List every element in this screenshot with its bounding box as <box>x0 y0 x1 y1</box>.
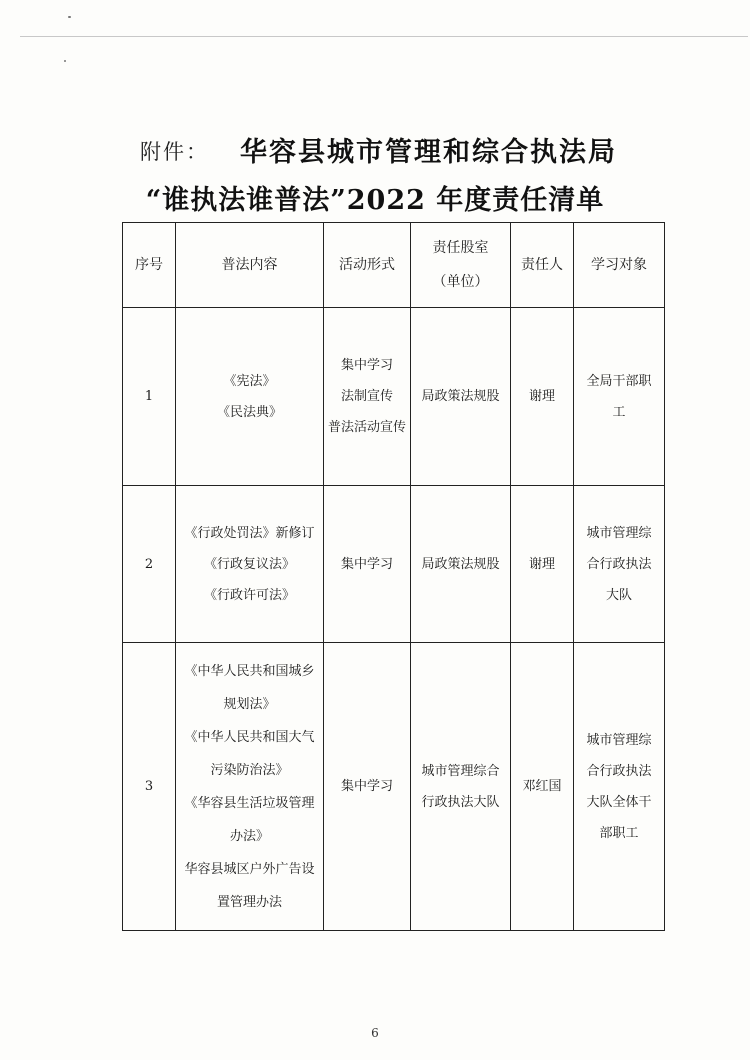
dept-line: 行政执法大队 <box>421 794 500 810</box>
document-subtitle: “谁执法谁普法”2022 年度责任清单 <box>145 185 605 216</box>
audience-line: 工 <box>612 404 626 420</box>
audience-line: 合行政执法 <box>586 763 652 779</box>
content-line: 《华容县生活垃圾管理 <box>184 795 315 811</box>
cell-person: 邓红国 <box>511 643 574 931</box>
content-line: 华容县城区户外广告设 <box>184 861 315 877</box>
content-line: 《中华人民共和国大气 <box>184 729 315 745</box>
cell-dept <box>411 643 511 931</box>
table-header-row <box>123 223 665 308</box>
col-header-dept: 责任股室 （单位） <box>411 223 511 308</box>
table-row <box>123 308 665 486</box>
content-line: 《行政处罚法》新修订 <box>184 525 315 541</box>
scan-top-rule <box>20 36 748 37</box>
cell-person: 谢理 <box>511 308 574 486</box>
content-line: 《中华人民共和国城乡 <box>184 663 315 679</box>
responsibility-table <box>122 222 665 931</box>
dept-line: 局政策法规股 <box>421 556 500 572</box>
content-line: 污染防治法》 <box>210 762 289 778</box>
audience-line: 城市管理综 <box>586 732 652 748</box>
audience-line: 部职工 <box>599 825 639 841</box>
cell-no: 1 <box>123 308 176 486</box>
form-line: 集中学习 <box>340 358 393 373</box>
cell-form <box>324 486 411 643</box>
cell-form <box>324 308 411 486</box>
content-line: 办法》 <box>229 828 269 844</box>
audience-line: 大队 <box>605 587 632 603</box>
form-line: 普法活动宣传 <box>328 420 407 435</box>
title-row <box>0 128 750 168</box>
cell-content <box>176 486 324 643</box>
table-row <box>123 643 665 931</box>
form-line: 集中学习 <box>340 556 393 572</box>
page-number: 6 <box>371 1026 379 1040</box>
content-line: 规划法》 <box>223 696 276 712</box>
cell-content <box>176 308 324 486</box>
content-line: 《宪法》 <box>223 373 276 389</box>
content-line: 《行政复议法》 <box>203 556 295 572</box>
cell-content <box>176 643 324 931</box>
col-header-no: 序号 <box>123 223 176 308</box>
audience-line: 合行政执法 <box>586 556 652 572</box>
content-line: 置管理办法 <box>216 894 282 910</box>
dept-line: 城市管理综合 <box>421 763 500 779</box>
cell-dept <box>411 486 511 643</box>
cell-person: 谢理 <box>511 486 574 643</box>
cell-no: 2 <box>123 486 176 643</box>
col-header-person: 责任人 <box>511 223 574 308</box>
form-line: 集中学习 <box>340 779 393 794</box>
table-row <box>123 486 665 643</box>
col-header-audience: 学习对象 <box>574 223 665 308</box>
dept-line: 局政策法规股 <box>421 389 500 404</box>
scan-speck <box>64 60 66 62</box>
col-header-form: 活动形式 <box>324 223 411 308</box>
scan-speck <box>68 16 71 18</box>
cell-form <box>324 643 411 931</box>
audience-line: 大队全体干 <box>586 794 652 810</box>
content-line: 《民法典》 <box>216 404 282 420</box>
content-line: 《行政许可法》 <box>203 587 295 603</box>
cell-audience <box>574 643 665 931</box>
cell-dept <box>411 308 511 486</box>
cell-no: 3 <box>123 643 176 931</box>
audience-line: 城市管理综 <box>586 525 652 541</box>
col-header-content: 普法内容 <box>176 223 324 308</box>
cell-audience <box>574 308 665 486</box>
form-line: 法制宣传 <box>340 389 393 404</box>
document-title: 华容县城市管理和综合执法局 <box>240 137 617 168</box>
audience-line: 全局干部职 <box>586 373 652 389</box>
cell-audience <box>574 486 665 643</box>
attachment-label: 附件： <box>140 140 209 164</box>
